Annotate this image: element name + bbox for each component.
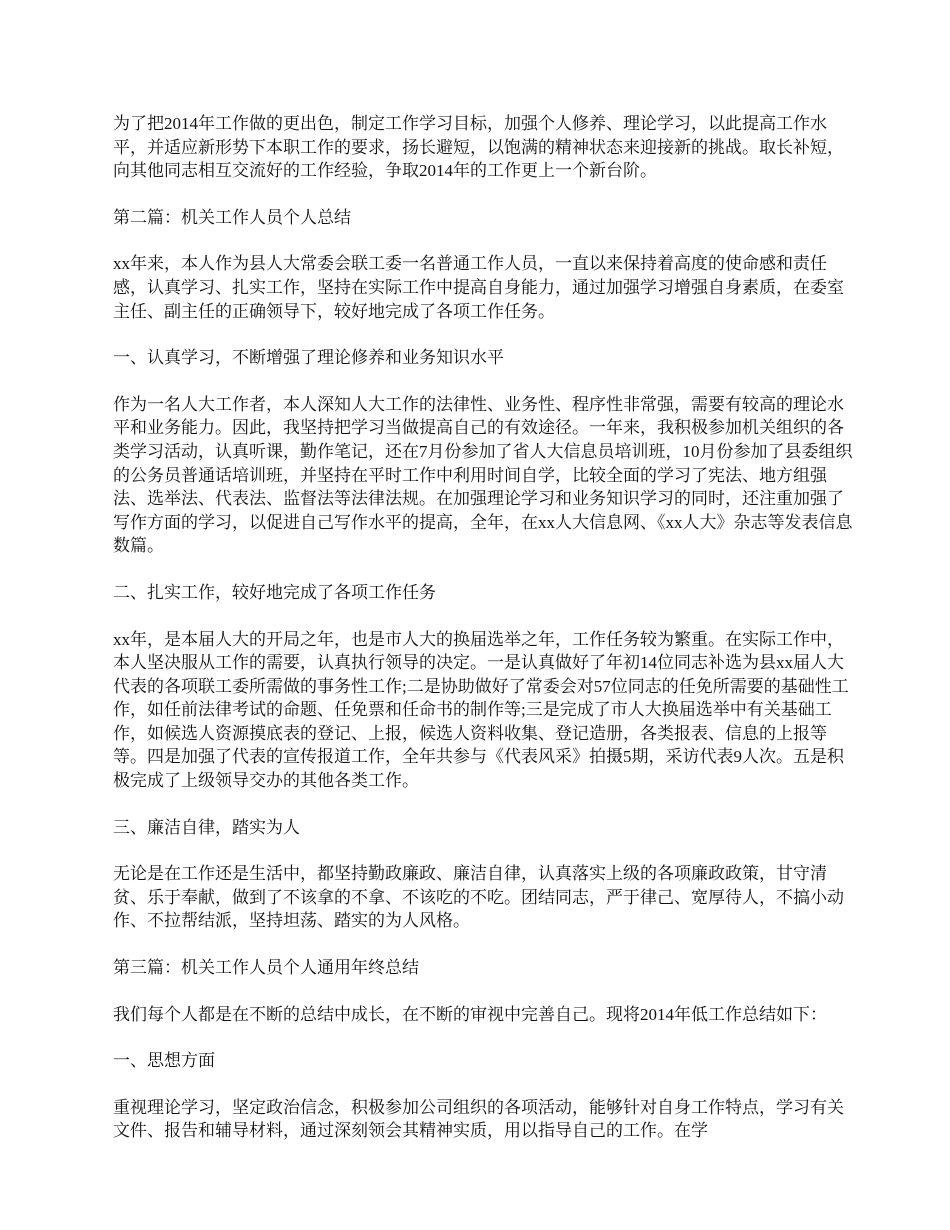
section-heading: 一、思想方面 [113, 1051, 215, 1071]
document-body [113, 112, 853, 1166]
paragraph: 无论是在工作还是生活中，都坚持勤政廉政、廉洁自律，认真落实上级的各项廉政政策，甘守清贫、乐于奉献，做到了不该拿的不拿、不该吃的不吃。团结同志，严于律己、宽厚待人，不搞小动作、不拉帮结派，坚持坦荡、踏实的为人风格。 [113, 864, 844, 931]
paragraph: xx年来，本人作为县人大常委会联工委一名普通工作人员，一直以来保持着高度的使命感和责任感，认真学习、扎实工作，坚持在实际工作中提高自身能力，通过加强学习增强自身素质，在委室主任、副主任的正确领导下，较好地完成了各项工作任务。 [113, 254, 844, 321]
section-heading: 三、廉洁自律，踏实为人 [113, 817, 300, 837]
paragraph: xx年，是本届人大的开局之年，也是市人大的换届选举之年，工作任务较为繁重。在实际工作中，本人坚决服从工作的需要，认真执行领导的决定。一是认真做好了年初14位同志补选为县xx届人大代表的各项联工委所需做的事务性工作;二是协助做好了常委会对57位同志的任免所需要的基础性工作，如任前法律考试的命题、任免票和任命书的制作等;三是完成了市人大换届选举中有关基础工作，如候选人资源摸底表的登记、上报，候选人资料收集、登记造册，各类报表、信息的上报等等。四是加强了代表的宣传报道工作，全年共参与《代表风采》拍摄5期，采访代表9人次。五是积极完成了上级领导交办的其他各类工作。 [113, 629, 849, 791]
paragraph: 我们每个人都是在不断的总结中成长，在不断的审视中完善自己。现将2014年低工作总结如下： [113, 1004, 827, 1024]
paragraph: 重视理论学习，坚定政治信念，积极参加公司组织的各项活动，能够针对自身工作特点，学习有关文件、报告和辅导材料，通过深刻领会其精神实质，用以指导自己的工作。在学 [113, 1097, 844, 1141]
section-heading: 第二篇：机关工作人员个人总结 [113, 207, 351, 227]
section-heading: 一、认真学习，不断增强了理论修养和业务知识水平 [113, 348, 504, 368]
paragraph: 作为一名人大工作者，本人深知人大工作的法律性、业务性、程序性非常强，需要有较高的理论水平和业务能力。因此，我坚持把学习当做提高自己的有效途径。一年来，我积极参加机关组织的各类学习活动，认真听课，勤作笔记，还在7月份参加了省人大信息员培训班，10月份参加了县委组织的公务员普通话培训班，并坚持在平时工作中利用时间自学，比较全面的学习了宪法、地方组强法、选举法、代表法、监督法等法律法规。在加强理论学习和业务知识学习的同时，还注重加强了写作方面的学习，以促进自己写作水平的提高，全年，在xx人大信息网、《xx人大》杂志等发表信息数篇。 [113, 394, 853, 556]
section-heading: 二、扎实工作，较好地完成了各项工作任务 [113, 582, 436, 602]
paragraph: 为了把2014年工作做的更出色，制定工作学习目标，加强个人修养、理论学习，以此提高工作水平，并适应新形势下本职工作的要求，扬长避短，以饱满的精神状态来迎接新的挑战。取长补短，向其他同志相互交流好的工作经验，争取2014年的工作更上一个新台阶。 [113, 114, 844, 181]
section-heading: 第三篇：机关工作人员个人通用年终总结 [113, 958, 419, 978]
